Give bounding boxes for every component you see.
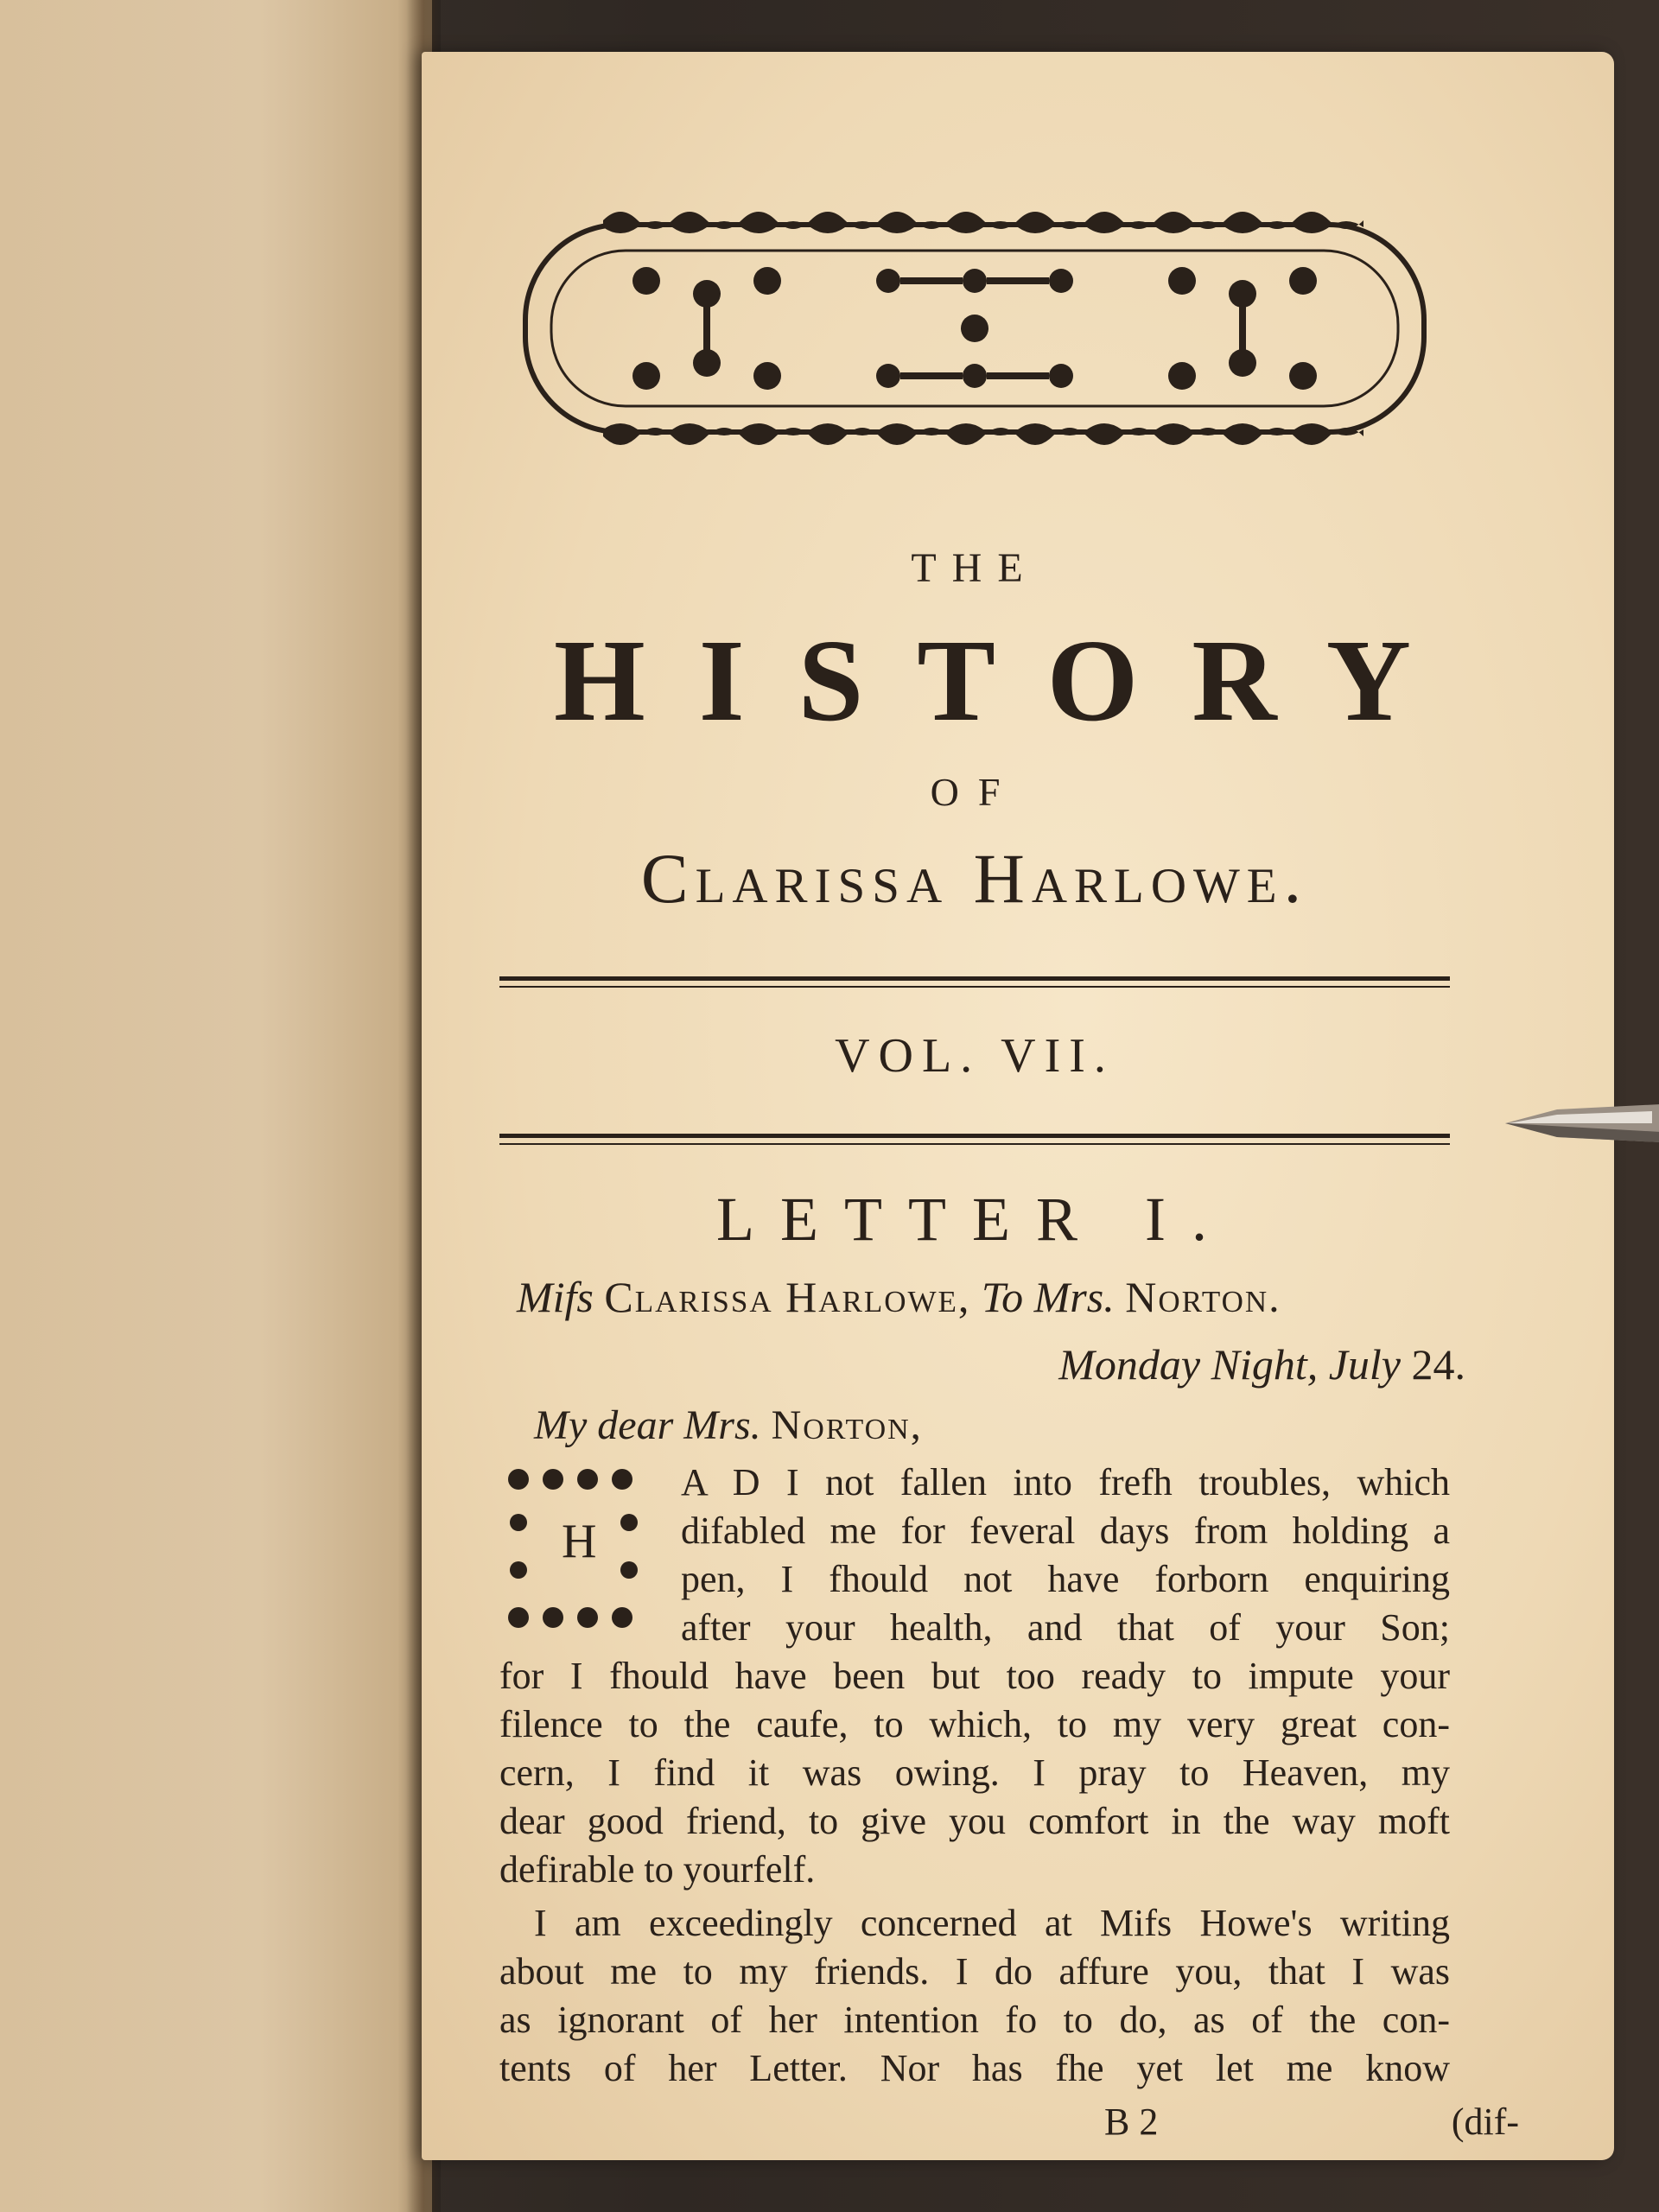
title-of: OF [930, 770, 1020, 814]
letter-line-2: pen, I fhould not have forborn enquiring [681, 1558, 1450, 1600]
letter-line-4: for I fhould have been but too ready to impute your [499, 1655, 1450, 1697]
pen-tip-icon [1505, 1097, 1659, 1149]
letter-line-1: difabled me for feveral days from holding a [681, 1510, 1450, 1552]
letter-line-12: tents of her Letter. Nor has fhe yet let me know [499, 2047, 1450, 2089]
addressee-recipient: Norton. [1125, 1273, 1281, 1321]
headpiece-ornament [499, 199, 1450, 458]
letter-date [1058, 1339, 1465, 1389]
letter-line-10: about me to my friends. I do affure you, that I was [499, 1950, 1450, 1993]
volume-label: VOL. VII. [835, 1029, 1115, 1083]
letter-heading: LETTER I. [716, 1185, 1233, 1254]
letter-line-3: after your health, and that of your Son; [681, 1606, 1450, 1649]
rule-top [499, 976, 1450, 981]
drop-cap-letter: H [562, 1515, 597, 1568]
letter-line-9: I am exceedingly concerned at Mifs Howe's writing [534, 1902, 1450, 1944]
salutation-name: Norton, [771, 1402, 923, 1448]
title-history: HISTORY [553, 616, 1465, 746]
signature-mark: B 2 [1104, 2101, 1159, 2143]
letter-line-5: filence to the caufe, to which, to my very great con- [499, 1703, 1450, 1745]
addressee-name: Clarissa Harlowe, [604, 1273, 971, 1321]
letter-line-7: dear good friend, to give you comfort in the way moft [499, 1800, 1450, 1842]
right-page [422, 52, 1614, 2160]
letter-line-8: defirable to yourfelf. [499, 1848, 816, 1891]
title-name: Clarissa Harlowe. [640, 839, 1309, 918]
page-content [499, 199, 1519, 2143]
title-the: THE [911, 545, 1039, 591]
left-page [0, 0, 432, 2212]
catchword: (dif- [1451, 2101, 1519, 2143]
addressee-to: To Mrs. [981, 1273, 1115, 1321]
addressee-prefix: Mifs [517, 1273, 594, 1321]
salutation-prefix: My dear Mrs. [534, 1402, 761, 1448]
rule-bottom [499, 1134, 1450, 1138]
salutation [534, 1402, 923, 1449]
letter-line-6: cern, I find it was owing. I pray to Heaven, my [499, 1751, 1450, 1794]
letter-addressee [517, 1272, 1450, 1322]
letter-line-11: as ignorant of her intention fo to do, as of the con- [499, 1999, 1450, 2041]
letter-line-0: A D I not fallen into frefh troubles, which [681, 1461, 1450, 1503]
date-day: Monday Night, July [1058, 1340, 1401, 1389]
date-number: 24. [1411, 1340, 1465, 1389]
drop-cap-ornament [499, 1462, 672, 1635]
